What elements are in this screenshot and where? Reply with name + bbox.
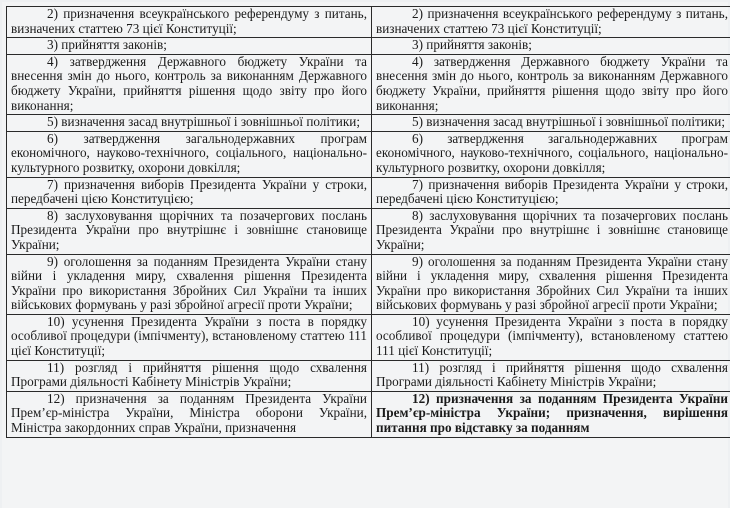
left-cell: 2) призначення всеукраїнського референдуму з питань, визначених статтею 73 цієї Конституції; — [7, 7, 372, 38]
right-cell: 4) затвердження Державного бюджету України та внесення змін до нього, контроль за виконанням Державного бюджету України, прийняття рішення щодо звіту про його виконання; — [372, 54, 730, 114]
left-cell: 12) призначення за поданням Президента України Прем’єр-міністра України, Міністра оборони України, Міністра закордонних справ України, призначення — [7, 391, 372, 437]
right-cell: 6) затвердження загальнодержавних програм економічного, науково-технічного, соціального, національно-культурного розвитку, охорони довкілля; — [372, 131, 730, 177]
comparison-table — [6, 6, 730, 438]
left-cell: 9) оголошення за поданням Президента України стану війни і укладення миру, схвалення рішення Президента України про використання Збройних Сил України та інших військових формувань у разі збройної агресії проти України; — [7, 254, 372, 314]
right-cell: 8) заслуховування щорічних та позачергових послань Президента України про внутрішнє і зовнішнє становище України; — [372, 208, 730, 254]
left-cell: 5) визначення засад внутрішньої і зовнішньої політики; — [7, 115, 372, 132]
right-cell: 11) розгляд і прийняття рішення щодо схвалення Програми діяльності Кабінету Міністрів України; — [372, 360, 730, 391]
right-cell: 3) прийняття законів; — [372, 38, 730, 55]
table-row — [7, 115, 730, 132]
table-row — [7, 391, 730, 437]
table-row — [7, 38, 730, 55]
left-cell: 3) прийняття законів; — [7, 38, 372, 55]
right-cell: 10) усунення Президента України з поста в порядку особливої процедури (імпічменту), встановленому статтею 111 цієї Конституції; — [372, 314, 730, 360]
table-row — [7, 314, 730, 360]
left-cell: 10) усунення Президента України з поста в порядку особливої процедури (імпічменту), встановленому статтею 111 цієї Конституції; — [7, 314, 372, 360]
right-cell: 12) призначення за поданням Президента України Прем’єр-міністра України; призначення, вирішення питання про відставку за поданням — [372, 391, 730, 437]
left-cell: 7) призначення виборів Президента України у строки, передбачені цією Конституцією; — [7, 177, 372, 208]
left-cell: 4) затвердження Державного бюджету України та внесення змін до нього, контроль за виконанням Державного бюджету України, прийняття рішення щодо звіту про його виконання; — [7, 54, 372, 114]
table-row — [7, 54, 730, 114]
table-row — [7, 7, 730, 38]
right-cell: 7) призначення виборів Президента України у строки, передбачені цією Конституцією; — [372, 177, 730, 208]
right-cell: 5) визначення засад внутрішньої і зовнішньої політики; — [372, 115, 730, 132]
table-row — [7, 177, 730, 208]
table-row — [7, 208, 730, 254]
right-cell: 9) оголошення за поданням Президента України стану війни і укладення миру, схвалення рішення Президента України про використання Збройних Сил України та інших військових формувань у разі збройної агресії проти України; — [372, 254, 730, 314]
table-row — [7, 360, 730, 391]
left-cell: 6) затвердження загальнодержавних програм економічного, науково-технічного, соціального, національно-культурного розвитку, охорони довкілля; — [7, 131, 372, 177]
left-cell: 8) заслуховування щорічних та позачергових послань Президента України про внутрішнє і зовнішнє становище України; — [7, 208, 372, 254]
left-cell: 11) розгляд і прийняття рішення щодо схвалення Програми діяльності Кабінету Міністрів України; — [7, 360, 372, 391]
right-cell: 2) призначення всеукраїнського референдуму з питань, визначених статтею 73 цієї Конституції; — [372, 7, 730, 38]
table-row — [7, 131, 730, 177]
document-page — [2, 2, 728, 508]
table-row — [7, 254, 730, 314]
